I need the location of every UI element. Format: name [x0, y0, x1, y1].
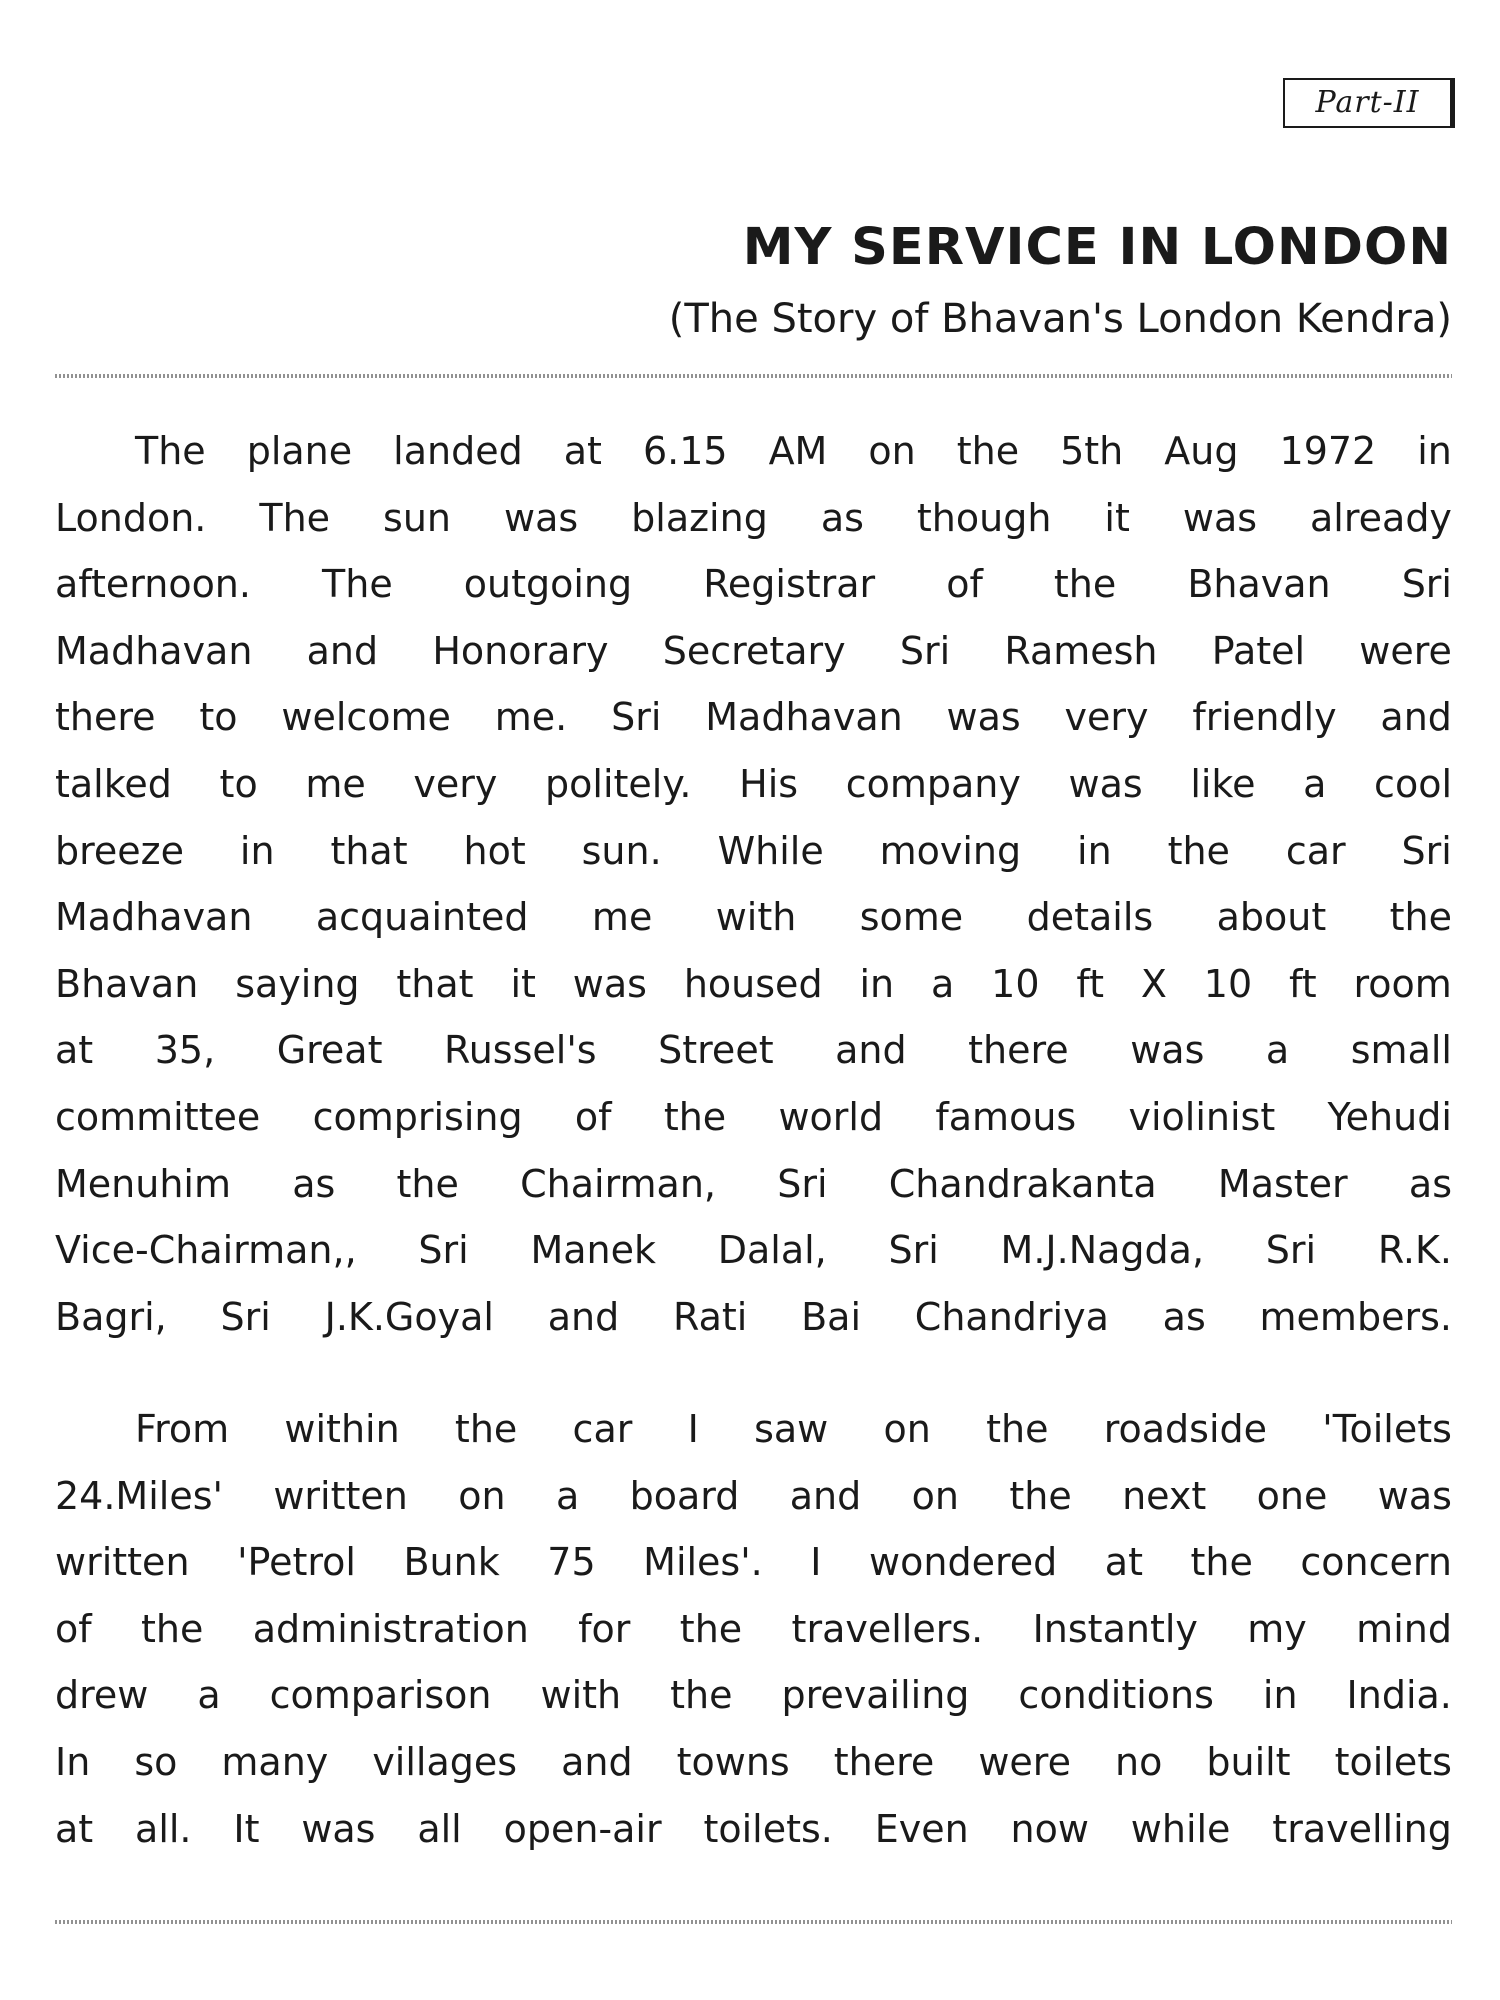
word: open-air — [503, 1806, 662, 1851]
word: wondered — [869, 1540, 1058, 1585]
paragraph-2 — [55, 1396, 1452, 1862]
word: there — [833, 1739, 935, 1784]
word: of — [946, 562, 983, 607]
line-words — [55, 1529, 1452, 1596]
word: Sri — [899, 628, 951, 673]
word: hot — [463, 828, 526, 873]
word: Bagri, — [55, 1294, 167, 1339]
word: Chandrakanta — [888, 1161, 1157, 1206]
word: the — [1053, 562, 1117, 607]
word: members. — [1259, 1294, 1452, 1339]
text-line — [55, 751, 1452, 818]
chapter-title: MY SERVICE IN LONDON — [742, 218, 1452, 277]
word: Sri — [1401, 562, 1452, 607]
word: a — [930, 961, 955, 1006]
word: talked — [55, 761, 172, 806]
word: and — [306, 628, 379, 673]
word: was — [946, 695, 1021, 740]
word: car — [572, 1407, 633, 1451]
word: saw — [754, 1407, 829, 1451]
word: already — [1310, 495, 1452, 540]
word: room — [1353, 961, 1452, 1006]
text-line — [55, 1596, 1452, 1663]
word: Manek — [530, 1228, 656, 1273]
word: While — [717, 828, 824, 873]
word: as — [292, 1161, 336, 1206]
word: Sri — [1401, 828, 1452, 873]
word: and — [789, 1473, 862, 1518]
word: some — [859, 895, 964, 940]
word: written — [55, 1540, 190, 1585]
word: towns — [676, 1739, 790, 1784]
word: villages — [372, 1739, 518, 1784]
word: Sri — [888, 1228, 939, 1273]
word: 1972 — [1279, 429, 1377, 473]
text-line — [55, 618, 1452, 685]
word: though — [916, 495, 1052, 540]
word: at — [1104, 1540, 1143, 1585]
word: Bai — [801, 1294, 862, 1339]
line-words — [55, 951, 1452, 1018]
word: there — [55, 695, 156, 740]
word: M.J.Nagda, — [1000, 1228, 1205, 1273]
line-words — [55, 1796, 1452, 1863]
word: It — [233, 1806, 260, 1851]
word: next — [1122, 1473, 1207, 1518]
word: me — [305, 761, 366, 806]
word: Honorary — [432, 628, 609, 673]
word: now — [1010, 1806, 1089, 1851]
word: ft — [1076, 961, 1104, 1006]
word: Madhavan — [55, 895, 253, 940]
word: cool — [1374, 761, 1452, 806]
word: Even — [874, 1806, 969, 1851]
word: the — [956, 429, 1020, 473]
word: no — [1114, 1739, 1163, 1784]
word: R.K. — [1377, 1228, 1452, 1273]
line-words — [55, 1151, 1452, 1218]
word: the — [679, 1606, 743, 1651]
word: in — [1262, 1673, 1298, 1718]
word: like — [1190, 761, 1256, 806]
word: landed — [393, 429, 523, 473]
word: very — [1064, 695, 1149, 740]
word: small — [1350, 1028, 1452, 1073]
word: afternoon. — [55, 562, 251, 607]
word: mind — [1356, 1606, 1452, 1651]
word: the — [396, 1161, 459, 1206]
text-line — [55, 1529, 1452, 1596]
word: saying — [235, 961, 360, 1006]
word: 'Toilets — [1322, 1407, 1452, 1451]
line-words — [55, 1662, 1452, 1729]
word: housed — [683, 961, 823, 1006]
word: prevailing — [781, 1673, 970, 1718]
word: the — [1009, 1473, 1072, 1518]
line-words — [55, 1463, 1452, 1530]
word: and — [1380, 695, 1452, 740]
word: to — [199, 695, 238, 740]
word: that — [330, 828, 408, 873]
word: I — [810, 1540, 822, 1585]
line-words — [55, 618, 1452, 685]
word: travelling — [1272, 1806, 1452, 1851]
word: in — [1417, 429, 1452, 473]
word: Registrar — [703, 562, 876, 607]
word: as — [1162, 1294, 1206, 1339]
word: Sri — [777, 1161, 828, 1206]
text-line — [55, 1662, 1452, 1729]
word: 24.Miles' — [55, 1473, 223, 1518]
word: while — [1130, 1806, 1231, 1851]
word: blazing — [631, 495, 768, 540]
word: was — [572, 961, 647, 1006]
word: Sri — [611, 695, 662, 740]
word: concern — [1300, 1540, 1452, 1585]
word: was — [503, 495, 579, 540]
word: Master — [1217, 1161, 1348, 1206]
word: plane — [246, 429, 353, 473]
line-words — [55, 1084, 1452, 1151]
word: From — [135, 1407, 230, 1451]
word: a — [555, 1473, 580, 1518]
word: that — [396, 961, 474, 1006]
word: The — [135, 429, 206, 473]
line-words — [55, 884, 1452, 951]
line-words — [55, 1217, 1452, 1284]
word: at — [563, 429, 602, 473]
line-words — [55, 1284, 1452, 1351]
word: all — [417, 1806, 462, 1851]
word: the — [141, 1606, 204, 1651]
word: was — [1182, 495, 1258, 540]
line-words — [55, 1729, 1452, 1796]
word: Bunk — [403, 1540, 500, 1585]
word: a — [1303, 761, 1327, 806]
word: and — [547, 1294, 620, 1339]
line-words — [55, 485, 1452, 552]
word: Chandriya — [914, 1294, 1109, 1339]
word: Madhavan — [55, 628, 253, 673]
text-line — [55, 1796, 1452, 1863]
word: details — [1026, 895, 1154, 940]
word: 'Petrol — [237, 1540, 356, 1585]
word: conditions — [1018, 1673, 1214, 1718]
word: Street — [658, 1028, 774, 1073]
word: 5th — [1060, 429, 1124, 473]
word: Sri — [220, 1294, 271, 1339]
word: Rati — [673, 1294, 748, 1339]
word: drew — [55, 1673, 149, 1718]
word: it — [510, 961, 536, 1006]
word: J.K.Goyal — [324, 1294, 494, 1339]
text-line — [55, 951, 1452, 1018]
word: and — [835, 1028, 907, 1073]
word: sun — [383, 495, 451, 540]
word: was — [1130, 1028, 1205, 1073]
line-words — [55, 751, 1452, 818]
word: at — [55, 1028, 94, 1073]
word: Sri — [418, 1228, 469, 1273]
word: the — [1167, 828, 1230, 873]
word: famous — [935, 1094, 1077, 1139]
word: board — [629, 1473, 740, 1518]
word: was — [1377, 1473, 1452, 1518]
word: toilets — [1334, 1739, 1452, 1784]
word: comparison — [269, 1673, 492, 1718]
word: Bhavan — [1187, 562, 1331, 607]
word: of — [55, 1606, 92, 1651]
line-words — [135, 1396, 1452, 1463]
line-words — [55, 1017, 1452, 1084]
text-line — [55, 1151, 1452, 1218]
word: 6.15 — [642, 429, 728, 473]
word: in — [859, 961, 895, 1006]
word: me — [591, 895, 653, 940]
word: sun. — [581, 828, 662, 873]
word: roadside — [1103, 1407, 1268, 1451]
text-line — [55, 1217, 1452, 1284]
word: His — [739, 761, 799, 806]
line-words — [55, 551, 1452, 618]
word: written — [273, 1473, 408, 1518]
word: moving — [879, 828, 1022, 873]
text-line — [55, 1284, 1452, 1351]
word: the — [986, 1407, 1049, 1451]
word: 10 — [991, 961, 1040, 1006]
text-line — [55, 684, 1452, 751]
word: I — [687, 1407, 699, 1451]
word: were — [1359, 628, 1452, 673]
word: outgoing — [463, 562, 633, 607]
word: Secretary — [662, 628, 846, 673]
word: Great — [276, 1028, 383, 1073]
text-line — [55, 551, 1452, 618]
bottom-divider — [55, 1920, 1452, 1924]
word: very — [413, 761, 498, 806]
word: Instantly — [1032, 1606, 1198, 1651]
text-line — [55, 1017, 1452, 1084]
word: London. — [55, 495, 207, 540]
word: the — [1190, 1540, 1253, 1585]
word: one — [1256, 1473, 1328, 1518]
word: 10 — [1203, 961, 1253, 1006]
text-line — [55, 485, 1452, 552]
word: built — [1206, 1739, 1291, 1784]
word: my — [1247, 1606, 1307, 1651]
word: about — [1216, 895, 1327, 940]
word: was — [1068, 761, 1143, 806]
word: Patel — [1211, 628, 1306, 673]
word: 35, — [154, 1028, 216, 1073]
word: In — [55, 1739, 91, 1784]
word: company — [845, 761, 1021, 806]
text-line — [55, 1396, 1452, 1463]
word: many — [221, 1739, 329, 1784]
word: AM — [768, 429, 828, 473]
word: Yehudi — [1327, 1094, 1452, 1139]
word: on — [911, 1473, 959, 1518]
word: were — [978, 1739, 1071, 1784]
word: and — [561, 1739, 633, 1784]
word: so — [134, 1739, 178, 1784]
text-line — [55, 1463, 1452, 1530]
top-divider — [55, 374, 1452, 378]
word: of — [574, 1094, 612, 1139]
line-words — [135, 418, 1452, 485]
word: on — [868, 429, 916, 473]
word: car — [1285, 828, 1346, 873]
word: welcome — [281, 695, 451, 740]
word: in — [239, 828, 275, 873]
word: India. — [1346, 1673, 1452, 1718]
word: Miles'. — [643, 1540, 763, 1585]
line-words — [55, 1596, 1452, 1663]
word: violinist — [1128, 1094, 1276, 1139]
word: Ramesh — [1004, 628, 1158, 673]
word: world — [778, 1094, 884, 1139]
word: me. — [494, 695, 568, 740]
word: there — [968, 1028, 1069, 1073]
word: toilets. — [703, 1806, 833, 1851]
word: Vice-Chairman,, — [55, 1228, 357, 1273]
word: a — [197, 1673, 221, 1718]
word: the — [1389, 895, 1452, 940]
word: the — [663, 1094, 727, 1139]
word: Bhavan — [55, 961, 199, 1006]
word: travellers. — [791, 1606, 984, 1651]
word: a — [1265, 1028, 1290, 1073]
word: was — [301, 1806, 376, 1851]
word: as — [820, 495, 864, 540]
paragraph-1 — [55, 418, 1452, 1350]
word: comprising — [312, 1094, 523, 1139]
word: to — [219, 761, 258, 806]
word: it — [1104, 495, 1130, 540]
word: the — [670, 1673, 733, 1718]
word: with — [715, 895, 797, 940]
part-label-box: Part-II — [1283, 78, 1455, 128]
text-line — [55, 1729, 1452, 1796]
word: The — [322, 562, 393, 607]
word: politely. — [545, 761, 692, 806]
word: Menuhim — [55, 1161, 231, 1206]
word: Aug — [1164, 429, 1239, 473]
word: as — [1408, 1161, 1452, 1206]
word: Dalal, — [717, 1228, 827, 1273]
word: breeze — [55, 828, 184, 873]
word: the — [454, 1407, 518, 1451]
word: committee — [55, 1094, 261, 1139]
word: ft — [1289, 961, 1317, 1006]
word: friendly — [1192, 695, 1337, 740]
word: all. — [135, 1806, 192, 1851]
line-words — [55, 818, 1452, 885]
text-line — [55, 1084, 1452, 1151]
line-words — [55, 684, 1452, 751]
word: Sri — [1265, 1228, 1317, 1273]
text-line — [55, 884, 1452, 951]
word: Madhavan — [705, 695, 903, 740]
text-line — [55, 818, 1452, 885]
word: Chairman, — [520, 1161, 717, 1206]
word: acquainted — [315, 895, 529, 940]
word: on — [458, 1473, 506, 1518]
word: The — [259, 495, 331, 540]
word: in — [1077, 828, 1112, 873]
text-line — [55, 418, 1452, 485]
word: X — [1140, 961, 1167, 1006]
word: 75 — [547, 1540, 596, 1585]
word: administration — [252, 1606, 529, 1651]
word: at — [55, 1806, 94, 1851]
chapter-subtitle: (The Story of Bhavan's London Kendra) — [668, 296, 1452, 342]
word: on — [883, 1407, 931, 1451]
word: Russel's — [444, 1028, 597, 1073]
word: within — [284, 1407, 400, 1451]
word: with — [540, 1673, 622, 1718]
word: for — [578, 1606, 631, 1651]
